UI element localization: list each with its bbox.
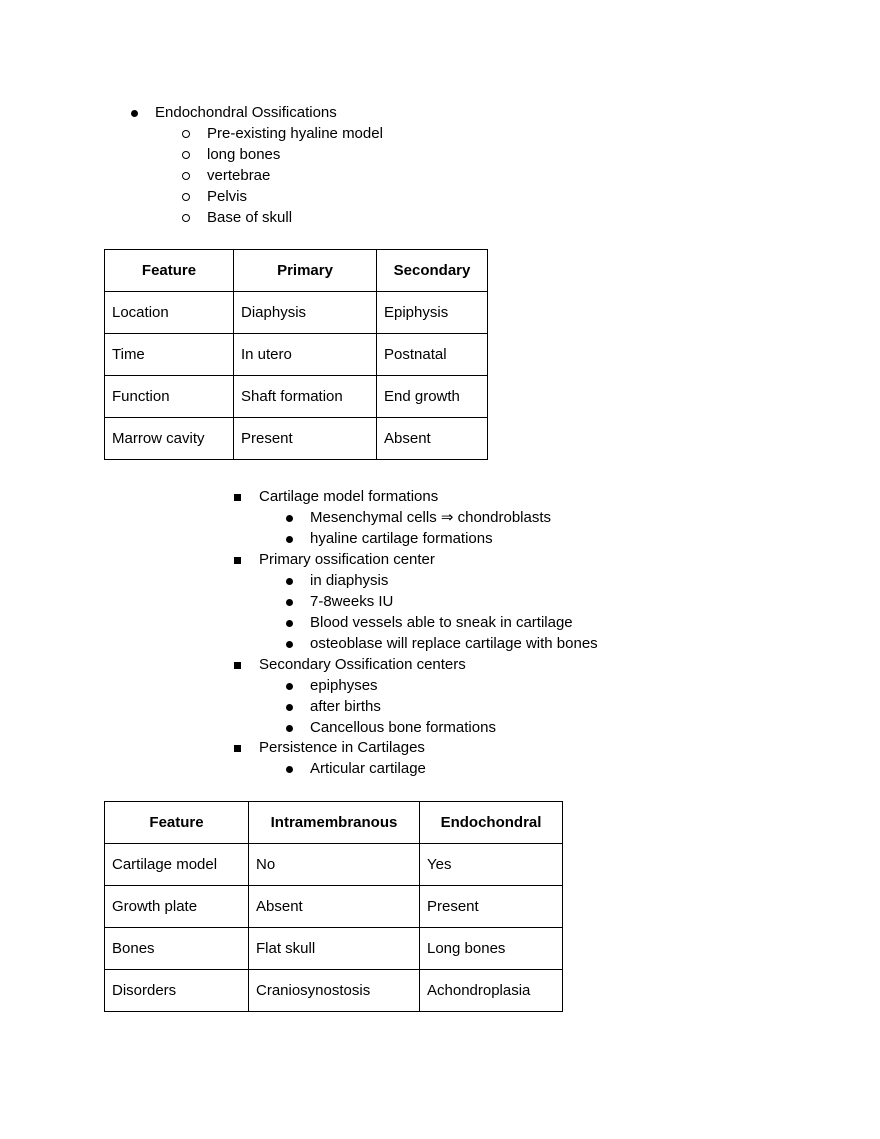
ossification-centers-table — [104, 249, 488, 460]
table-row — [105, 418, 488, 460]
table-row — [105, 292, 488, 334]
bullet-circle — [182, 172, 190, 180]
table-header-cell: Intramembranous — [249, 802, 420, 844]
table-header-cell: Primary — [234, 250, 377, 292]
list-group-title: Cartilage model formations — [259, 488, 439, 505]
table-header-cell: Endochondral — [420, 802, 563, 844]
table-row — [105, 928, 563, 970]
table-cell: Diaphysis — [234, 292, 377, 334]
list-item: Pre-existing hyaline model — [207, 125, 383, 142]
bullet-square — [234, 557, 241, 564]
table-cell: Long bones — [420, 928, 563, 970]
bullet-dot — [286, 515, 293, 522]
list-group-title: Persistence in Cartilages — [259, 739, 425, 756]
list-item: long bones — [207, 146, 281, 163]
table-row — [105, 334, 488, 376]
list-item: epiphyses — [310, 677, 378, 694]
list-item: Mesenchymal cells ⇒ chondroblasts — [310, 509, 552, 526]
table-cell: Time — [105, 334, 234, 376]
bullet-dot — [286, 599, 293, 606]
list-item: osteoblase will replace cartilage with bones — [310, 635, 598, 652]
bullet-dot — [286, 641, 293, 648]
bullet-circle — [182, 130, 190, 138]
ossification-comparison-table — [104, 801, 563, 1012]
table-cell: Postnatal — [377, 334, 488, 376]
table-header-row — [105, 250, 488, 292]
list-item: Base of skull — [207, 209, 293, 226]
table-cell: Epiphysis — [377, 292, 488, 334]
table-row — [105, 886, 563, 928]
table-cell: Achondroplasia — [420, 970, 563, 1012]
bullet-circle — [182, 151, 190, 159]
table-cell: Marrow cavity — [105, 418, 234, 460]
list-item: vertebrae — [207, 167, 271, 184]
table-cell: Function — [105, 376, 234, 418]
list-item: Pelvis — [207, 188, 248, 205]
list-item: 7-8weeks IU — [310, 593, 394, 610]
bullet-dot — [286, 683, 293, 690]
bullet-dot — [286, 704, 293, 711]
table-row — [105, 844, 563, 886]
table-cell: Flat skull — [249, 928, 420, 970]
bullet-circle — [182, 214, 190, 222]
list-item: Cancellous bone formations — [310, 719, 496, 736]
table-cell: Present — [420, 886, 563, 928]
bullet-dot — [286, 620, 293, 627]
table-cell: End growth — [377, 376, 488, 418]
table-row — [105, 376, 488, 418]
table-cell: Absent — [377, 418, 488, 460]
table-cell: In utero — [234, 334, 377, 376]
bullet-dot — [286, 725, 293, 732]
bullet-square — [234, 745, 241, 752]
bullet-square — [234, 494, 241, 501]
table-cell: Location — [105, 292, 234, 334]
bullet-dot — [286, 536, 293, 543]
bullet-dot — [286, 578, 293, 585]
table-header-cell: Feature — [105, 250, 234, 292]
table-cell: Yes — [420, 844, 563, 886]
table-cell: Absent — [249, 886, 420, 928]
table-header-row — [105, 802, 563, 844]
list-heading: Endochondral Ossifications — [155, 104, 337, 121]
table-header-cell: Secondary — [377, 250, 488, 292]
list-item: after births — [310, 698, 381, 715]
table-cell: Craniosynostosis — [249, 970, 420, 1012]
table-cell: Present — [234, 418, 377, 460]
table-header-cell: Feature — [105, 802, 249, 844]
list-item: hyaline cartilage formations — [310, 530, 493, 547]
table-cell: No — [249, 844, 420, 886]
bullet-dot — [131, 110, 138, 117]
bullet-dot — [286, 766, 293, 773]
table-cell: Cartilage model — [105, 844, 249, 886]
table-row — [105, 970, 563, 1012]
list-group-title: Primary ossification center — [259, 551, 435, 568]
list-item: in diaphysis — [310, 572, 389, 589]
table-cell: Growth plate — [105, 886, 249, 928]
table-cell: Shaft formation — [234, 376, 377, 418]
table-cell: Disorders — [105, 970, 249, 1012]
bullet-circle — [182, 193, 190, 201]
bullet-square — [234, 662, 241, 669]
list-item: Blood vessels able to sneak in cartilage — [310, 614, 573, 631]
list-item: Articular cartilage — [310, 760, 426, 777]
list-group-title: Secondary Ossification centers — [259, 656, 466, 673]
table-cell: Bones — [105, 928, 249, 970]
